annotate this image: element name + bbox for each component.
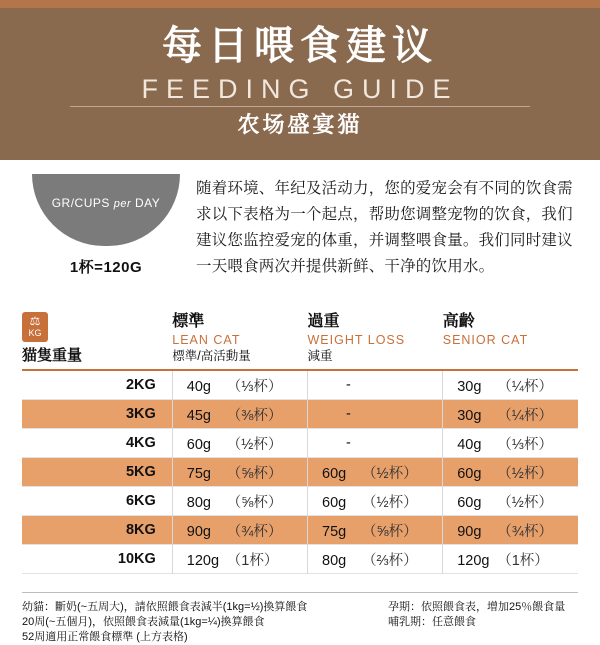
badge-caption [32, 196, 180, 210]
cell-weightloss-cups: （½杯） [362, 494, 418, 511]
cell-lean-cups: （⅝杯） [226, 494, 283, 511]
table-row [22, 370, 578, 400]
cell-lean-grams: 75g [186, 465, 211, 482]
cell-weightloss [308, 429, 443, 458]
cell-senior-cups: （¼杯） [497, 407, 553, 424]
intro-section [0, 168, 600, 308]
cell-lean-cups: （⅝杯） [226, 465, 283, 482]
cell-senior [443, 429, 578, 458]
header-cell-weightloss [308, 312, 443, 370]
cell-lean-grams: 90g [186, 523, 211, 540]
footnote-kitten-3: 52周適用正常餵食標準 (上方表格) [22, 631, 188, 643]
feeding-table [22, 312, 578, 574]
cell-weight: 10KG [117, 551, 156, 567]
cell-senior-cups: （1杯） [497, 552, 549, 569]
header-weightloss-en: WEIGHT LOSS [307, 333, 406, 347]
cell-senior [443, 545, 578, 574]
cell-senior-cups: （¼杯） [497, 378, 553, 395]
header-lean-en: LEAN CAT [172, 333, 241, 347]
footnote-pregnancy: 孕期：依照餵食表，增加25％餵食量 [388, 601, 566, 613]
cell-weightloss-grams: 75g [322, 523, 347, 540]
cell-lean-grams: 120g [186, 552, 220, 569]
cell-senior-grams: 30g [457, 407, 482, 424]
cell-lean [172, 400, 307, 429]
cell-weightloss-value: - [346, 406, 351, 422]
cell-weight: 2KG [125, 377, 156, 393]
cell-weightloss-grams: 60g [322, 494, 347, 511]
kg-badge-icon [22, 312, 48, 342]
table-row [22, 429, 578, 458]
cell-weightloss-grams: 60g [322, 465, 347, 482]
intro-paragraph: 随着环境、年纪及活动力，您的爱宠会有不同的饮食需求以下表格为一个起点，帮助您调整宠物的饮食，我们建议您监控爱宠的体重，并调整喂食量。我们同时建议一天喂食两次并提供新鲜、干净的饮用水。 [196, 180, 573, 275]
feeding-table-head [22, 312, 578, 370]
cell-weightloss [308, 370, 443, 400]
cup-equivalent-label: 1杯=120G [69, 259, 143, 276]
cell-weight: 4KG [125, 435, 156, 451]
cell-lean-grams: 45g [186, 407, 211, 424]
cell-weightloss [308, 487, 443, 516]
cell-lean [172, 487, 307, 516]
cell-senior-cups: （⅓杯） [497, 436, 553, 453]
header-cell-senior [443, 312, 578, 370]
cell-lean-grams: 60g [186, 436, 211, 453]
header-weightloss-cn: 過重 [307, 313, 340, 330]
cell-senior-grams: 120g [457, 552, 490, 569]
footnote-lactation: 哺乳期：任意餵食 [388, 616, 476, 628]
cell-senior-grams: 90g [457, 523, 482, 540]
cup-badge-group [26, 174, 186, 277]
cell-weightloss-value: - [346, 435, 351, 451]
header-top-accent-bar [0, 0, 600, 8]
footnote-divider [22, 592, 578, 593]
cell-senior-grams: 40g [457, 436, 482, 453]
cell-lean-cups: （1杯） [226, 552, 279, 569]
cell-weightloss-cups: （⅝杯） [362, 523, 418, 540]
cell-senior-cups: （¾杯） [497, 523, 553, 540]
header-lean-note: 標準/高活動量 [172, 349, 251, 363]
page-subtitle-cn: 农场盛宴猫 [237, 112, 363, 137]
cell-lean-cups: （⅜杯） [226, 407, 283, 424]
header-lean-cn: 標準 [172, 313, 205, 330]
footnotes-left [22, 600, 362, 645]
cell-senior [443, 487, 578, 516]
cell-weight: 8KG [22, 516, 172, 545]
cell-lean [172, 429, 307, 458]
cell-lean [172, 458, 307, 487]
cell-senior-grams: 30g [457, 378, 482, 395]
header-cell-weight [22, 312, 172, 370]
header-divider [70, 106, 530, 107]
table-row [22, 400, 578, 429]
table-row [22, 516, 578, 545]
cell-weightloss [308, 516, 443, 545]
cell-senior-grams: 60g [457, 465, 482, 482]
cell-weightloss-grams: 80g [322, 552, 347, 569]
cell-lean-grams: 40g [186, 378, 211, 395]
cell-weightloss-cups: （½杯） [362, 465, 418, 482]
cell-senior [443, 400, 578, 429]
header-senior-cn: 高齡 [442, 313, 475, 330]
badge-caption-italic: per [113, 198, 132, 210]
feeding-table-wrap [22, 312, 578, 574]
cell-weightloss-value: - [346, 377, 351, 393]
cell-senior-cups: （½杯） [497, 465, 553, 482]
footnotes-right [388, 600, 588, 630]
footnote-kitten-2: 20周(~五個月)，依照餵食表減量(1kg=¼)換算餵食 [22, 616, 265, 628]
cell-senior [443, 516, 578, 545]
cell-weightloss-cups: （⅔杯） [362, 552, 418, 569]
cell-weightloss [308, 400, 443, 429]
cell-lean-grams: 80g [186, 494, 211, 511]
cat-weight-icon: ⚖ [29, 314, 41, 328]
gr-cups-per-day-badge [32, 174, 180, 246]
cell-lean [172, 516, 307, 545]
table-row [22, 487, 578, 516]
page-title-en: FEEDING GUIDE [141, 74, 459, 104]
cell-weightloss [308, 458, 443, 487]
header-senior-en: SENIOR CAT [442, 333, 529, 347]
cell-lean [172, 545, 307, 574]
cell-lean-cups: （½杯） [226, 436, 283, 453]
cell-senior-grams: 60g [457, 494, 482, 511]
cell-weightloss [308, 545, 443, 574]
cell-senior [443, 370, 578, 400]
header-weightloss-note: 減重 [307, 349, 333, 363]
feeding-table-body [22, 370, 578, 574]
cell-weight: 6KG [125, 493, 156, 509]
footnote-kitten-1: 幼貓：斷奶(~五周大)，請依照餵食表減半(1kg=½)換算餵食 [22, 601, 308, 613]
cell-senior [443, 458, 578, 487]
kg-badge-label: KG [28, 328, 42, 338]
header-cell-lean [172, 312, 307, 370]
badge-caption-main: GR/CUPS [51, 196, 110, 210]
page-title-cn: 每日喂食建议 [162, 24, 438, 68]
cell-lean [172, 370, 307, 400]
page-header [0, 0, 600, 160]
badge-caption-tail: DAY [134, 196, 161, 210]
cell-senior-cups: （½杯） [497, 494, 553, 511]
cell-lean-cups: （⅓杯） [226, 378, 283, 395]
table-row [22, 545, 578, 574]
cell-weight: 5KG [22, 458, 172, 487]
table-row [22, 458, 578, 487]
header-weight-label: 猫隻重量 [22, 347, 83, 364]
cell-lean-cups: （¾杯） [226, 523, 283, 540]
cell-weight: 3KG [22, 400, 172, 429]
